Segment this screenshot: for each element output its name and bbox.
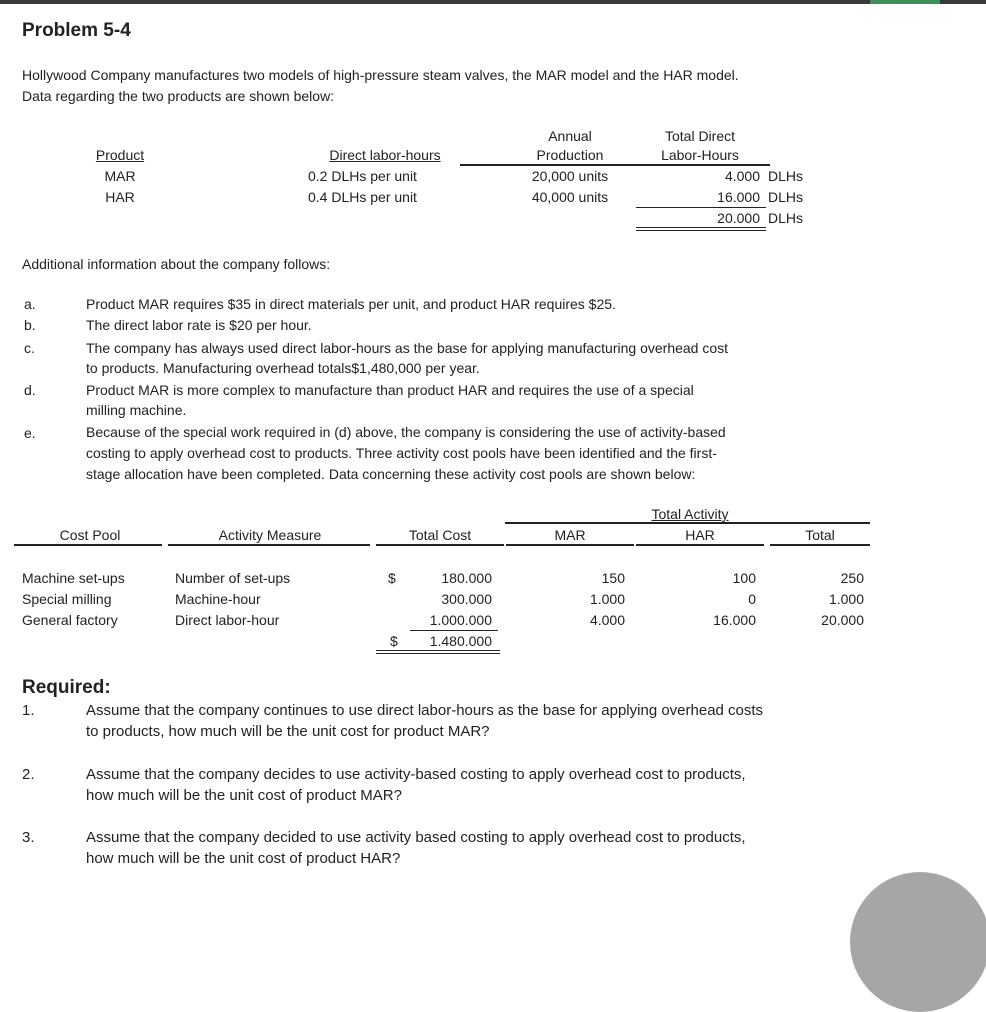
header-total: Total (805, 527, 835, 543)
header-annual: Annual (548, 128, 592, 144)
header-product: Product (95, 147, 145, 163)
col-rule (770, 544, 870, 546)
row-har: 100 (732, 570, 756, 586)
item-text: costing to apply overhead cost to products. Three activity cost pools have been identified and the first- (86, 445, 717, 461)
item-text: Because of the special work required in (d) above, the company is considering the use of activity-based (86, 424, 726, 440)
grand-total-unit: DLHs (768, 210, 804, 226)
grand-total-dollar: $ (390, 633, 398, 649)
required-heading: Required: (22, 677, 111, 698)
header-cost-pool: Cost Pool (59, 527, 121, 543)
row-measure: Machine-hour (175, 591, 261, 607)
row-dollar: $ (388, 570, 396, 586)
cost-subtotal-rule (410, 630, 498, 631)
item-text: stage allocation have been completed. Data concerning these activity cost pools are shown below: (86, 466, 696, 482)
row-unit: DLHs (768, 189, 804, 205)
item-text: The direct labor rate is $20 per hour. (86, 317, 312, 333)
additional-heading: Additional information about the company follows: (22, 256, 331, 272)
row-product: HAR (105, 189, 135, 205)
top-border-accent (870, 0, 940, 4)
required-num: 2. (22, 766, 35, 783)
item-text: Product MAR requires $35 in direct materials per unit, and product HAR requires $25. (86, 296, 616, 312)
header-direct-labor-hours: Direct labor-hours (329, 147, 441, 163)
required-num: 1. (22, 702, 35, 719)
header-har: HAR (685, 527, 715, 543)
item-letter: d. (24, 382, 36, 398)
activity-header-rule (505, 522, 870, 524)
row-measure: Direct labor-hour (175, 612, 280, 628)
required-num: 3. (22, 829, 35, 846)
item-text: to products. Manufacturing overhead totals$1,480,000 per year. (86, 360, 480, 376)
row-dlh: 0.2 DLHs per unit (308, 168, 417, 184)
intro-line-2: Data regarding the two products are shown below: (22, 88, 335, 104)
header-activity-measure: Activity Measure (218, 527, 322, 543)
grand-total: 20.000 (717, 210, 760, 226)
row-product: MAR (104, 168, 136, 184)
item-text: Product MAR is more complex to manufacture than product HAR and requires the use of a special (86, 382, 694, 398)
item-text: milling machine. (86, 402, 187, 418)
required-text: how much will be the unit cost of product HAR? (86, 850, 401, 867)
row-pool: Machine set-ups (22, 570, 125, 586)
row-mar: 4.000 (589, 612, 625, 628)
problem-title: Problem 5-4 (22, 20, 131, 41)
row-measure: Number of set-ups (175, 570, 291, 586)
row-pool: Special milling (22, 591, 112, 607)
header-production: Production (536, 147, 604, 163)
header-labor-hours: Labor-Hours (661, 147, 739, 163)
row-total: 20.000 (821, 612, 864, 628)
item-letter: b. (24, 317, 36, 333)
required-text: how much will be the unit cost of product MAR? (86, 787, 402, 804)
col-rule (376, 544, 504, 546)
row-total: 1.000 (828, 591, 864, 607)
item-letter: e. (24, 425, 36, 441)
item-letter: a. (24, 296, 36, 312)
col-rule (168, 544, 370, 546)
grand-total-cost: 1.480.000 (429, 633, 492, 649)
header-total-cost: Total Cost (408, 527, 472, 543)
row-cost: 300.000 (441, 591, 492, 607)
double-rule-top (636, 227, 766, 228)
scroll-button[interactable] (850, 872, 986, 1012)
col-rule (506, 544, 634, 546)
required-text: Assume that the company decided to use activity based costing to apply overhead cost to products, (86, 829, 746, 846)
row-cost: 1.000.000 (429, 612, 492, 628)
item-text: The company has always used direct labor-hours as the base for applying manufacturing overhead cost (86, 340, 729, 356)
intro-line-1: Hollywood Company manufactures two models of high-pressure steam valves, the MAR model and the HAR model. (22, 67, 739, 83)
header-mar: MAR (554, 527, 586, 543)
header-total-activity: Total Activity (651, 506, 729, 522)
required-text: Assume that the company continues to use direct labor-hours as the base for applying overhead costs (86, 702, 764, 719)
row-production: 40,000 units (531, 189, 609, 205)
double-rule-bottom (376, 653, 500, 654)
row-mar: 1.000 (589, 591, 625, 607)
item-letter: c. (24, 340, 35, 356)
required-text: Assume that the company decides to use activity-based costing to apply overhead cost to products, (86, 766, 746, 783)
double-rule-top (376, 650, 500, 651)
col-rule (636, 544, 764, 546)
subtotal-rule (636, 207, 766, 208)
row-pool: General factory (22, 612, 118, 628)
double-rule-bottom (636, 230, 766, 231)
row-cost: 180.000 (441, 570, 492, 586)
top-border (0, 0, 986, 4)
row-total: 4.000 (724, 168, 760, 184)
col-rule (14, 544, 162, 546)
required-text: to products, how much will be the unit cost for product MAR? (86, 723, 490, 740)
row-mar: 150 (601, 570, 625, 586)
header-total-direct: Total Direct (664, 128, 736, 144)
row-production: 20,000 units (531, 168, 609, 184)
row-total: 16.000 (717, 189, 760, 205)
row-har: 16.000 (713, 612, 756, 628)
row-har: 0 (748, 591, 756, 607)
row-dlh: 0.4 DLHs per unit (308, 189, 417, 205)
header-rule (460, 164, 770, 166)
row-total: 250 (840, 570, 864, 586)
row-unit: DLHs (768, 168, 804, 184)
